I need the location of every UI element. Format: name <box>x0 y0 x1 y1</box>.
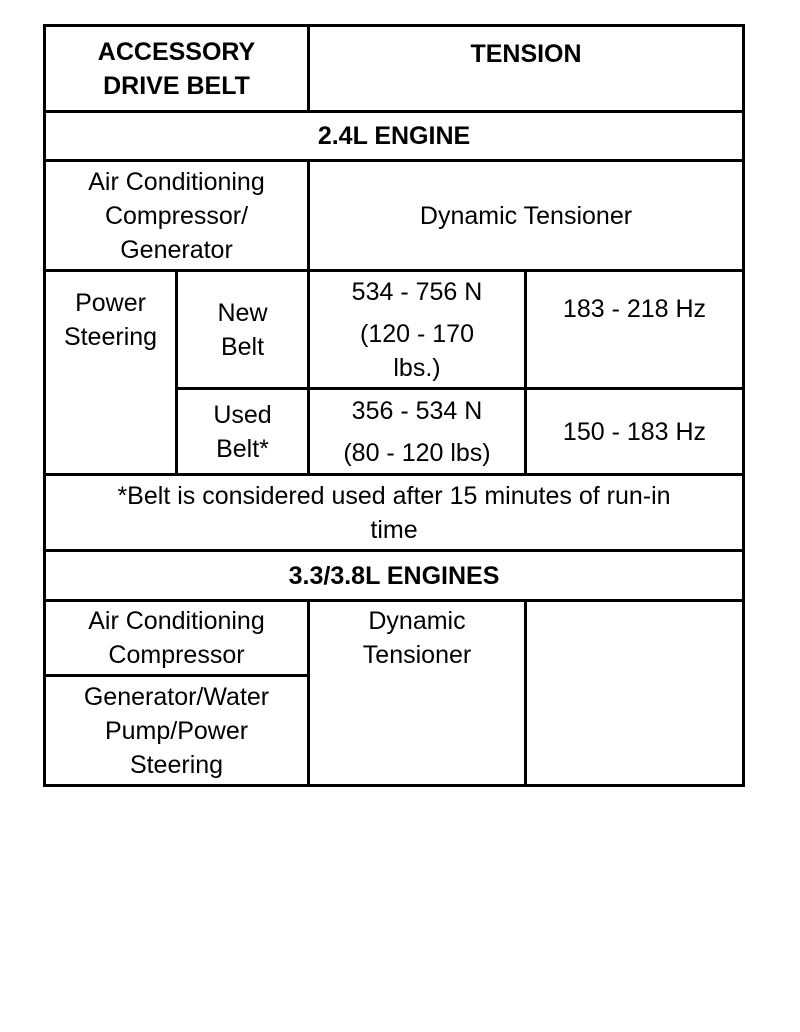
belt-tension-table <box>43 24 745 787</box>
label-new-belt: New Belt <box>177 271 309 389</box>
label-ac-compressor-generator: Air Conditioning Compressor/ Generator <box>45 161 309 271</box>
empty-cell-33-38 <box>526 601 744 786</box>
row-ac-compressor-generator <box>45 161 744 271</box>
row-power-steering-new-belt <box>45 271 744 389</box>
section-row-33-38l <box>45 551 744 601</box>
row-ac-compressor-33-38 <box>45 601 744 676</box>
section-row-24l <box>45 112 744 161</box>
label-used-belt: Used Belt* <box>177 389 309 475</box>
section-title-24l: 2.4L ENGINE <box>45 112 744 161</box>
value-dynamic-tensioner-33-38: Dynamic Tensioner <box>309 601 526 786</box>
section-title-33-38l: 3.3/3.8L ENGINES <box>45 551 744 601</box>
value-used-belt-frequency: 150 - 183 Hz <box>526 389 744 475</box>
header-tension: TENSION <box>309 26 744 112</box>
label-generator-water-pump-power-steering: Generator/Water Pump/Power Steering <box>45 676 309 786</box>
label-ac-compressor-33-38: Air Conditioning Compressor <box>45 601 309 676</box>
value-used-belt-tension: 356 - 534 N (80 - 120 lbs) <box>309 389 526 475</box>
value-new-belt-frequency: 183 - 218 Hz <box>526 271 744 389</box>
value-new-belt-tension: 534 - 756 N (120 - 170 lbs.) <box>309 271 526 389</box>
label-power-steering: Power Steering <box>45 271 177 475</box>
value-dynamic-tensioner: Dynamic Tensioner <box>309 161 744 271</box>
footnote-used-belt: *Belt is considered used after 15 minutes of run-in time <box>45 475 744 551</box>
row-footnote <box>45 475 744 551</box>
header-row <box>45 26 744 112</box>
header-accessory-drive-belt: ACCESSORY DRIVE BELT <box>45 26 309 112</box>
